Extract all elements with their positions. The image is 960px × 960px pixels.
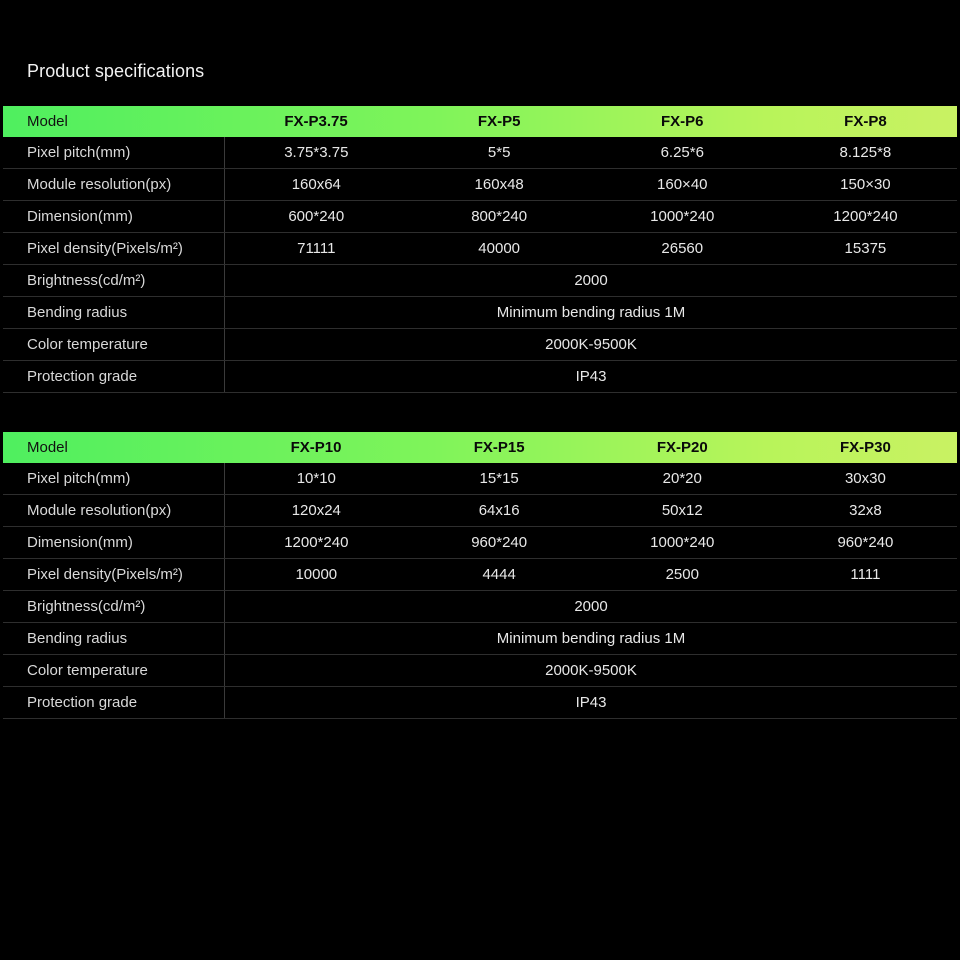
cell-value: 600*240 [225, 201, 408, 233]
table-row-brightness [3, 591, 957, 623]
table-row-pixel-density [3, 559, 957, 591]
table-row-pixel-pitch [3, 137, 957, 169]
row-label-dimension: Dimension(mm) [3, 201, 225, 233]
cell-value: Minimum bending radius 1M [225, 623, 958, 655]
table-row-dimension [3, 527, 957, 559]
row-label-pixel-pitch: Pixel pitch(mm) [3, 137, 225, 169]
table-row-dimension [3, 201, 957, 233]
cell-value: 4444 [408, 559, 591, 591]
cell-value: 2000K-9500K [225, 329, 958, 361]
table-row-module-resolution [3, 495, 957, 527]
cell-value: 32x8 [774, 495, 957, 527]
cell-value: 5*5 [408, 137, 591, 169]
cell-value: 150×30 [774, 169, 957, 201]
cell-value: 2000 [225, 265, 958, 297]
cell-value: 2000 [225, 591, 958, 623]
cell-value: 15*15 [408, 463, 591, 495]
row-label-protection-grade: Protection grade [3, 361, 225, 393]
cell-value: 30x30 [774, 463, 957, 495]
cell-value: 64x16 [408, 495, 591, 527]
cell-value: 3.75*3.75 [225, 137, 408, 169]
cell-value: 2500 [591, 559, 774, 591]
row-label-model: Model [27, 439, 68, 456]
cell-value: 8.125*8 [774, 137, 957, 169]
cell-value: 1111 [774, 559, 957, 591]
row-label-module-resolution: Module resolution(px) [3, 169, 225, 201]
header-row [3, 432, 957, 463]
table-row-color-temperature [3, 329, 957, 361]
row-label-pixel-density: Pixel density(Pixels/m²) [3, 233, 225, 265]
cell-value: 160x48 [408, 169, 591, 201]
model-name: FX-P5 [477, 113, 521, 130]
cell-value: 71111 [225, 233, 408, 265]
cell-value: 10*10 [225, 463, 408, 495]
row-label-pixel-density: Pixel density(Pixels/m²) [3, 559, 225, 591]
cell-value: 40000 [408, 233, 591, 265]
row-label-brightness: Brightness(cd/m²) [3, 265, 225, 297]
model-name: FX-P30 [839, 439, 891, 456]
model-name: FX-P3.75 [284, 113, 348, 130]
cell-value: IP43 [225, 687, 958, 719]
cell-value: 160×40 [591, 169, 774, 201]
table-row-protection-grade [3, 687, 957, 719]
spec-table-1 [3, 106, 957, 393]
model-name: FX-P6 [661, 113, 704, 130]
table-row-pixel-pitch [3, 463, 957, 495]
cell-value: 2000K-9500K [225, 655, 958, 687]
cell-value: 15375 [774, 233, 957, 265]
spec-table-2 [3, 432, 957, 719]
table-row-bending-radius [3, 297, 957, 329]
row-label-module-resolution: Module resolution(px) [3, 495, 225, 527]
cell-value: 960*240 [408, 527, 591, 559]
cell-value: Minimum bending radius 1M [225, 297, 958, 329]
row-label-dimension: Dimension(mm) [3, 527, 225, 559]
cell-value: 20*20 [591, 463, 774, 495]
table-row-pixel-density [3, 233, 957, 265]
table-row-brightness [3, 265, 957, 297]
cell-value: 1000*240 [591, 201, 774, 233]
row-label-bending-radius: Bending radius [3, 623, 225, 655]
table-row-bending-radius [3, 623, 957, 655]
cell-value: 1000*240 [591, 527, 774, 559]
cell-value: 960*240 [774, 527, 957, 559]
row-label-color-temperature: Color temperature [3, 329, 225, 361]
row-label-pixel-pitch: Pixel pitch(mm) [3, 463, 225, 495]
row-label-brightness: Brightness(cd/m²) [3, 591, 225, 623]
cell-value: 120x24 [225, 495, 408, 527]
row-label-color-temperature: Color temperature [3, 655, 225, 687]
row-label-protection-grade: Protection grade [3, 687, 225, 719]
cell-value: 160x64 [225, 169, 408, 201]
model-name: FX-P15 [473, 439, 525, 456]
row-label-bending-radius: Bending radius [3, 297, 225, 329]
table-row-module-resolution [3, 169, 957, 201]
cell-value: 50x12 [591, 495, 774, 527]
model-name: FX-P10 [290, 439, 342, 456]
cell-value: 6.25*6 [591, 137, 774, 169]
header-row [3, 106, 957, 137]
page-title: Product specifications [27, 61, 205, 81]
model-name: FX-P8 [844, 113, 887, 130]
cell-value: 10000 [225, 559, 408, 591]
row-label-model: Model [27, 113, 68, 130]
cell-value: 1200*240 [774, 201, 957, 233]
model-name: FX-P20 [656, 439, 708, 456]
cell-value: 26560 [591, 233, 774, 265]
table-row-color-temperature [3, 655, 957, 687]
table-row-protection-grade [3, 361, 957, 393]
cell-value: 800*240 [408, 201, 591, 233]
cell-value: 1200*240 [225, 527, 408, 559]
cell-value: IP43 [225, 361, 958, 393]
